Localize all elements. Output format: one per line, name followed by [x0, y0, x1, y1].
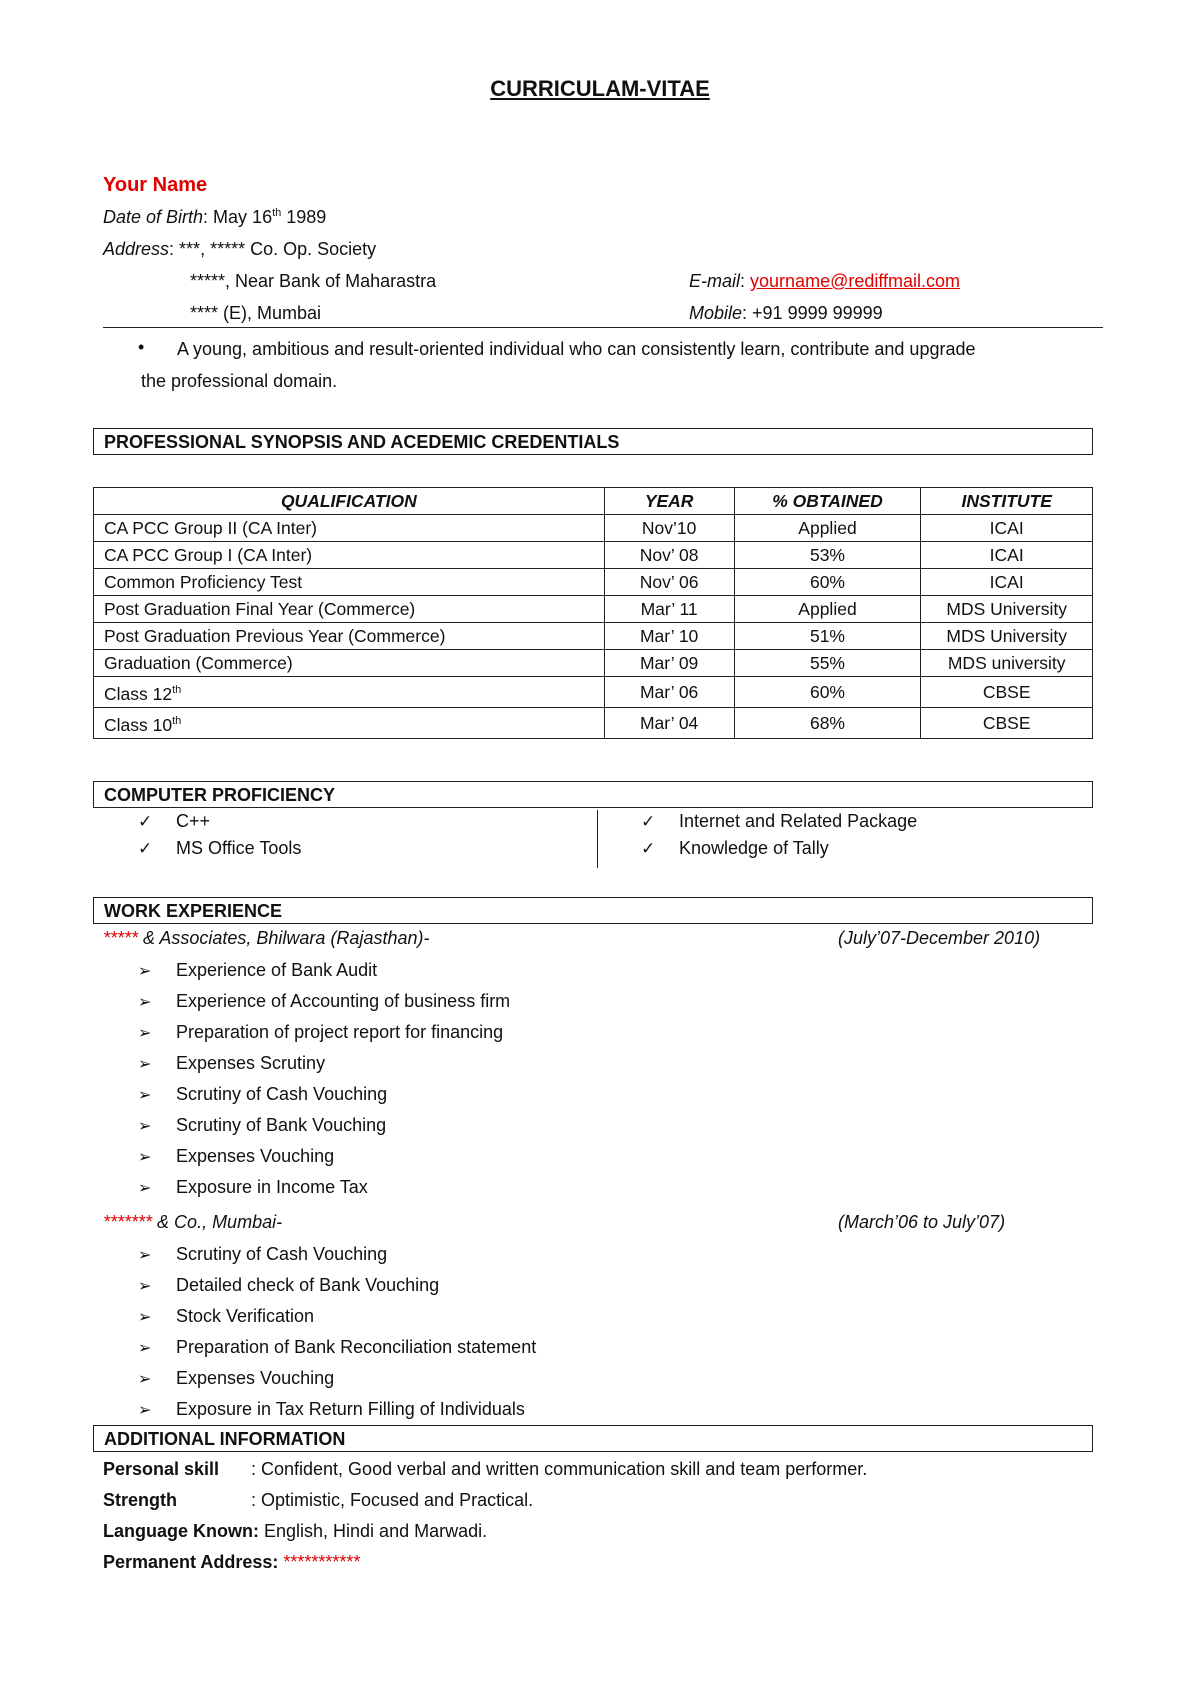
job1-stars: *****: [103, 928, 139, 948]
obtained-cell: [734, 596, 921, 623]
mobile-line: [689, 303, 883, 324]
obtained-cell: [734, 542, 921, 569]
table-row: [94, 569, 1093, 596]
list-item: [138, 1141, 510, 1172]
email-link[interactable]: yourname@rediffmail.com: [750, 271, 961, 291]
section-computer-proficiency: COMPUTER PROFICIENCY: [93, 781, 1093, 808]
skill-item: [138, 838, 301, 859]
duty-text: Expenses Vouching: [176, 1146, 335, 1166]
qualification-cell-text: Post Graduation Previous Year (Commerce): [104, 626, 446, 646]
year-cell-text: Mar’ 10: [639, 626, 699, 646]
job2-stars: *******: [103, 1212, 153, 1232]
list-item: [138, 1332, 536, 1363]
duty-text: Detailed check of Bank Vouching: [176, 1275, 440, 1295]
arrow-bullet-icon: ➢: [138, 963, 152, 980]
obtained-cell-text: 68%: [809, 712, 845, 733]
arrow-bullet-icon: ➢: [138, 1118, 152, 1135]
job1-employer: [103, 928, 429, 949]
arrow-bullet-icon: ➢: [138, 1056, 152, 1073]
qualification-cell-text: Post Graduation Final Year (Commerce): [104, 599, 416, 619]
dob-label: Date of Birth: [103, 207, 204, 227]
objective-line-2: the professional domain.: [141, 371, 338, 391]
institute-cell: [921, 650, 1093, 677]
obtained-cell-text: 60%: [809, 681, 845, 702]
table-row: [94, 650, 1093, 677]
year-cell: [604, 623, 734, 650]
institute-cell-text: ICAI: [989, 518, 1024, 538]
institute-cell-text: MDS University: [946, 599, 1067, 619]
institute-cell-text: MDS university: [947, 653, 1066, 673]
duty-text: Stock Verification: [176, 1306, 315, 1326]
arrow-bullet-icon: ➢: [138, 994, 152, 1011]
obtained-cell: [734, 707, 921, 738]
institute-cell-text: ICAI: [989, 572, 1024, 592]
duty-text: Experience of Accounting of business firm: [176, 991, 511, 1011]
obtained-cell: [734, 650, 921, 677]
table-row: [94, 623, 1093, 650]
qualification-cell-text: CA PCC Group II (CA Inter): [104, 518, 317, 538]
list-item: [138, 1363, 536, 1394]
duty-text: Scrutiny of Cash Vouching: [176, 1084, 388, 1104]
obtained-cell-text: 53%: [809, 545, 845, 565]
candidate-name: Your Name: [103, 174, 208, 196]
year-cell-text: Nov’10: [641, 518, 697, 538]
address-line-1: [103, 239, 376, 260]
list-item: [138, 1017, 510, 1048]
list-item: [138, 1270, 536, 1301]
year-cell: [604, 596, 734, 623]
institute-cell: [921, 623, 1093, 650]
job2-duties: [138, 1239, 536, 1425]
qualification-cell: [94, 515, 605, 542]
year-cell: [604, 515, 734, 542]
check-icon: ✓: [641, 812, 656, 831]
list-item: [138, 955, 510, 986]
qualification-cell: [94, 650, 605, 677]
personal-skill-value: : Confident, Good verbal and written communication skill and team performer.: [251, 1459, 868, 1479]
job2-period: (March’06 to July’07): [838, 1212, 1006, 1232]
objective-line-1: A young, ambitious and result-oriented individual who can consistently learn, contribute and upgrade: [177, 339, 976, 359]
permanent-address-row: [103, 1552, 360, 1573]
list-item: [138, 1239, 536, 1270]
table-row: [94, 677, 1093, 708]
obtained-cell-text: 60%: [809, 572, 845, 592]
institute-cell: [921, 677, 1093, 708]
check-icon: ✓: [138, 812, 153, 831]
skill-label: Knowledge of Tally: [679, 838, 829, 858]
obtained-cell-text: Applied: [798, 518, 857, 538]
duty-text: Experience of Bank Audit: [176, 960, 378, 980]
skill-label: Internet and Related Package: [679, 811, 918, 831]
mobile-label: Mobile: [689, 303, 743, 323]
check-icon: ✓: [138, 839, 153, 858]
strength-row: [103, 1490, 533, 1511]
language-row: [103, 1521, 487, 1542]
institute-cell: [921, 515, 1093, 542]
address-value-1: : ***, ***** Co. Op. Society: [169, 239, 377, 259]
email-label: E-mail: [689, 271, 741, 291]
list-item: [138, 1048, 510, 1079]
skill-label: C++: [176, 811, 211, 831]
obtained-cell-text: 51%: [809, 626, 845, 646]
obtained-cell: [734, 623, 921, 650]
skill-label: MS Office Tools: [176, 838, 302, 858]
language-value: English, Hindi and Marwadi.: [259, 1521, 488, 1541]
arrow-bullet-icon: ➢: [138, 1309, 152, 1326]
institute-cell-text: ICAI: [989, 545, 1024, 565]
skill-item: [641, 811, 917, 832]
list-item: [138, 1301, 536, 1332]
year-cell-text: Mar’ 04: [639, 712, 699, 733]
job1-duties: [138, 955, 510, 1203]
obtained-cell: [734, 677, 921, 708]
duty-text: Scrutiny of Cash Vouching: [176, 1244, 388, 1264]
header-obtained: % OBTAINED: [734, 488, 921, 515]
arrow-bullet-icon: ➢: [138, 1247, 152, 1264]
year-cell: [604, 542, 734, 569]
date-of-birth: [103, 207, 326, 228]
institute-cell-text: MDS University: [946, 626, 1067, 646]
duty-text: Exposure in Tax Return Filling of Individuals: [176, 1399, 525, 1419]
section-additional-information: ADDITIONAL INFORMATION: [93, 1425, 1093, 1452]
page-title: CURRICULAM-VITAE: [490, 76, 710, 101]
institute-cell: [921, 542, 1093, 569]
check-icon: ✓: [641, 839, 656, 858]
obtained-cell-text: Applied: [798, 599, 857, 619]
obtained-cell: [734, 515, 921, 542]
list-item: [138, 986, 510, 1017]
strength-label: Strength: [103, 1490, 177, 1510]
skill-item: [641, 838, 829, 859]
list-item: [138, 1079, 510, 1110]
skill-item: [138, 811, 210, 832]
mobile-value: : +91 9999 99999: [742, 303, 883, 323]
year-cell-text: Mar’ 06: [639, 681, 699, 702]
arrow-bullet-icon: ➢: [138, 1340, 152, 1357]
qualification-cell: [94, 677, 605, 708]
job2-employer-name: & Co., Mumbai-: [152, 1212, 283, 1232]
personal-skill-label: Personal skill: [103, 1459, 220, 1479]
duty-text: Expenses Scrutiny: [176, 1053, 326, 1073]
qualification-table: [93, 487, 1093, 739]
arrow-bullet-icon: ➢: [138, 1149, 152, 1166]
email-line: [689, 271, 960, 292]
institute-cell: [921, 569, 1093, 596]
list-item: [138, 1394, 536, 1425]
qualification-cell: [94, 707, 605, 738]
dob-value: : May 16: [203, 207, 273, 227]
address-line-2: *****, Near Bank of Maharastra: [190, 271, 437, 291]
job2-employer: [103, 1212, 282, 1233]
permanent-address-value: ***********: [278, 1552, 361, 1572]
table-header-row: [94, 488, 1093, 515]
personal-skill-row: [103, 1459, 867, 1480]
address-label: Address: [103, 239, 170, 259]
arrow-bullet-icon: ➢: [138, 1371, 152, 1388]
objective-bullet-icon: •: [138, 337, 145, 357]
list-item: [138, 1110, 510, 1141]
qualification-cell-text: Common Proficiency Test: [104, 572, 303, 592]
qualification-suffix: th: [172, 684, 182, 696]
email-sep: :: [740, 271, 751, 291]
arrow-bullet-icon: ➢: [138, 1278, 152, 1295]
table-row: [94, 515, 1093, 542]
year-cell-text: Mar’ 09: [639, 653, 699, 673]
list-item: [138, 1172, 510, 1203]
year-cell: [604, 677, 734, 708]
arrow-bullet-icon: ➢: [138, 1087, 152, 1104]
table-row: [94, 596, 1093, 623]
qualification-cell: [94, 569, 605, 596]
qualification-cell: [94, 596, 605, 623]
job1-employer-name: & Associates, Bhilwara (Rajasthan)-: [138, 928, 430, 948]
obtained-cell-text: 55%: [809, 653, 845, 673]
arrow-bullet-icon: ➢: [138, 1180, 152, 1197]
institute-cell-text: CBSE: [982, 712, 1031, 733]
year-cell-text: Nov’ 06: [639, 572, 699, 592]
year-cell: [604, 707, 734, 738]
arrow-bullet-icon: ➢: [138, 1402, 152, 1419]
duty-text: Preparation of Bank Reconciliation statement: [176, 1337, 537, 1357]
qualification-cell-text: CA PCC Group I (CA Inter): [104, 545, 313, 565]
language-label: Language Known:: [103, 1521, 259, 1541]
qualification-cell: [94, 623, 605, 650]
institute-cell-text: CBSE: [982, 681, 1031, 702]
year-cell: [604, 650, 734, 677]
year-cell: [604, 569, 734, 596]
table-row: [94, 707, 1093, 738]
dob-year: 1989: [281, 207, 327, 227]
header-institute: INSTITUTE: [921, 488, 1093, 515]
qualification-cell-text: Class 10: [104, 714, 173, 735]
section-professional-synopsis: PROFESSIONAL SYNOPSIS AND ACEDEMIC CREDENTIALS: [93, 428, 1093, 455]
duty-text: Scrutiny of Bank Vouching: [176, 1115, 387, 1135]
strength-value: : Optimistic, Focused and Practical.: [251, 1490, 534, 1510]
address-line-3: **** (E), Mumbai: [190, 303, 322, 323]
qualification-suffix: th: [172, 714, 182, 727]
qualification-table-body: [94, 515, 1093, 739]
dob-suffix: th: [272, 207, 282, 219]
institute-cell: [921, 596, 1093, 623]
arrow-bullet-icon: ➢: [138, 1025, 152, 1042]
computer-column-divider: [597, 810, 598, 868]
section-work-experience: WORK EXPERIENCE: [93, 897, 1093, 924]
institute-cell: [921, 707, 1093, 738]
qualification-cell: [94, 542, 605, 569]
header-year: YEAR: [604, 488, 734, 515]
header-divider: [103, 327, 1103, 328]
year-cell-text: Nov’ 08: [639, 545, 699, 565]
duty-text: Preparation of project report for financing: [176, 1022, 504, 1042]
obtained-cell: [734, 569, 921, 596]
duty-text: Expenses Vouching: [176, 1368, 335, 1388]
header-qualification: QUALIFICATION: [94, 488, 605, 515]
qualification-cell-text: Graduation (Commerce): [104, 653, 293, 673]
table-row: [94, 542, 1093, 569]
permanent-address-label: Permanent Address:: [103, 1552, 279, 1572]
year-cell-text: Mar’ 11: [640, 599, 698, 619]
qualification-cell-text: Class 12: [104, 683, 173, 704]
job1-period: (July’07-December 2010): [838, 928, 1041, 948]
duty-text: Exposure in Income Tax: [176, 1177, 368, 1197]
